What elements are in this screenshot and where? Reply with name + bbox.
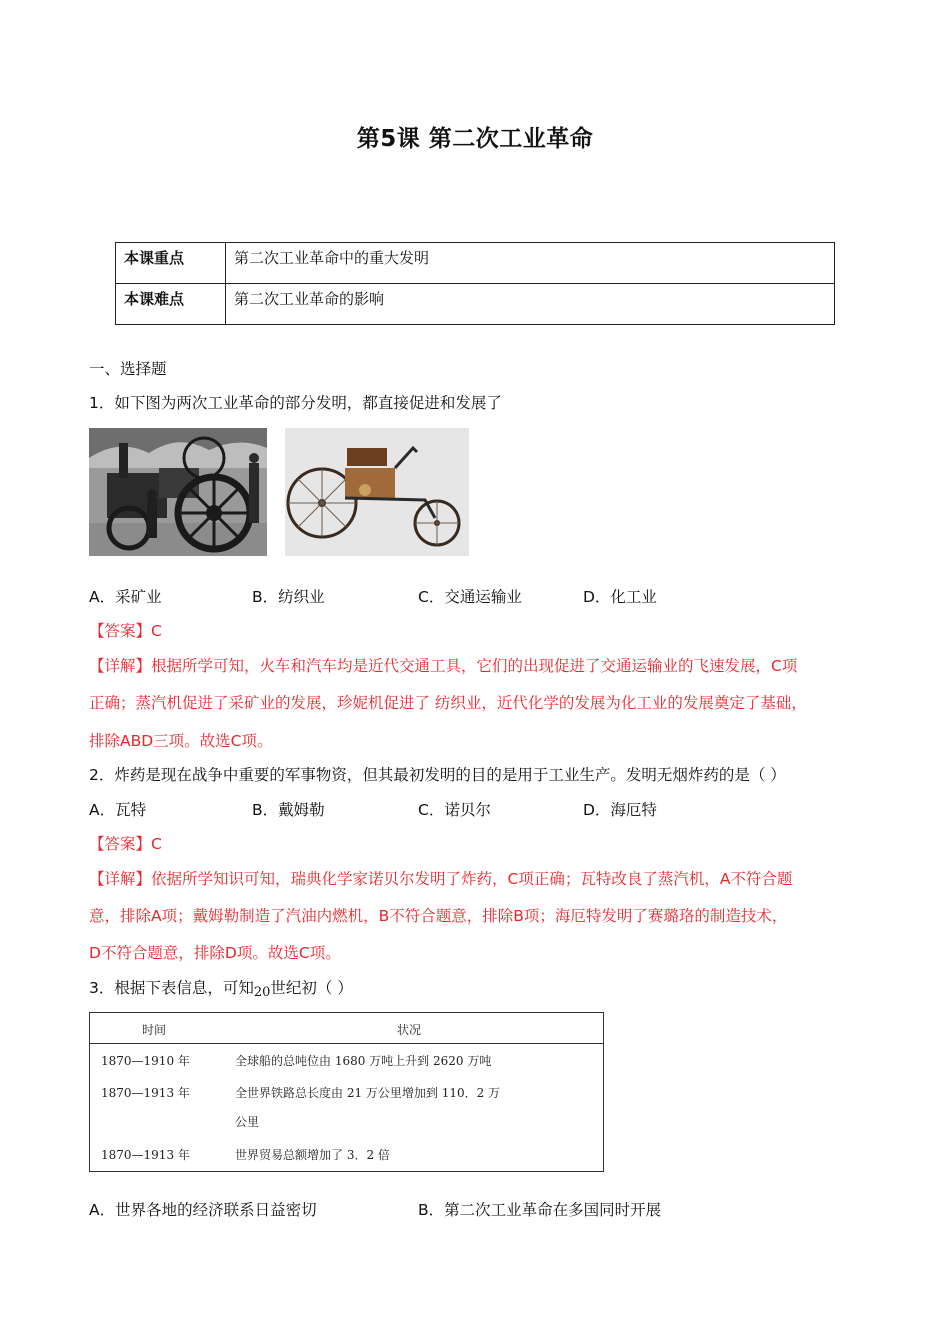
row-2-status-line-2: 公里 (235, 1115, 260, 1129)
q1-option-b: B．纺织业 (252, 588, 325, 606)
key-point-label: 本课重点 (116, 243, 226, 284)
q3-stem-number: 20 (253, 985, 271, 1000)
column-header-time: 时间 (142, 1023, 167, 1037)
trade-data-table (89, 1012, 604, 1172)
table-row (116, 284, 835, 325)
q1-option-a: A．采矿业 (89, 588, 162, 606)
q2-option-c: C．诺贝尔 (418, 801, 491, 819)
question-1-stem: 1．如下图为两次工业革命的部分发明，都直接促进和发展了 (89, 394, 502, 412)
q3-option-b: B．第二次工业革命在多国同时开展 (418, 1201, 662, 1219)
q2-detail-line-2: 意，排除A项；戴姆勒制造了汽油内燃机，B不符合题意，排除B项；海厄特发明了赛璐珞的制造技术， (89, 907, 788, 925)
q2-detail-line-1: 【详解】依据所学知识可知，瑞典化学家诺贝尔发明了炸药，C项正确；瓦特改良了蒸汽机，A不符合题 (89, 870, 793, 888)
q1-option-d: D．化工业 (583, 588, 657, 606)
row-3-status: 世界贸易总额增加了 3．2 倍 (235, 1148, 390, 1162)
row-2-status-line-1: 全世界铁路总长度由 21 万公里增加到 110．2 万 (235, 1086, 501, 1100)
q1-detail-line-1: 【详解】根据所学可知，火车和汽车均是近代交通工具，它们的出现促进了交通运输业的飞速发展，C项 (89, 657, 798, 675)
row-1-status: 全球船的总吨位由 1680 万吨上升到 2620 万吨 (235, 1054, 492, 1068)
q3-stem-post: 世纪初（ ） (270, 979, 353, 997)
q3-option-a: A．世界各地的经济联系日益密切 (89, 1201, 317, 1219)
steam-traction-engine-photo (89, 428, 267, 556)
benz-motorwagen-photo (285, 428, 469, 556)
q2-answer: 【答案】C (89, 835, 162, 853)
difficulty-value: 第二次工业革命的影响 (226, 284, 835, 325)
question-3-stem (89, 976, 353, 998)
q1-detail-line-2: 正确；蒸汽机促进了采矿业的发展，珍妮机促进了 纺织业，近代化学的发展为化工业的发展奠定了基础， (89, 694, 807, 712)
q1-answer: 【答案】C (89, 622, 162, 640)
table-row (116, 243, 835, 284)
q1-option-c: C．交通运输业 (418, 588, 522, 606)
q3-stem-pre: 3．根据下表信息，可知 (89, 979, 254, 997)
q1-detail-line-3: 排除ABD三项。故选C项。 (89, 732, 273, 750)
section-heading: 一、选择题 (89, 360, 167, 378)
q2-option-b: B．戴姆勒 (252, 801, 325, 819)
question-2-stem: 2．炸药是现在战争中重要的军事物资，但其最初发明的目的是用于工业生产。发明无烟炸药的是（ ） (89, 766, 786, 784)
difficulty-label: 本课难点 (116, 284, 226, 325)
table-header (90, 1013, 603, 1044)
q2-detail-line-3: D不符合题意，排除D项。故选C项。 (89, 944, 341, 962)
key-points-table (115, 242, 835, 325)
q2-option-a: A．瓦特 (89, 801, 147, 819)
page-title: 第5课 第二次工业革命 (356, 126, 594, 152)
row-2-time: 1870—1913 年 (101, 1086, 190, 1100)
column-header-status: 状况 (397, 1023, 422, 1037)
row-3-time: 1870—1913 年 (101, 1148, 190, 1162)
q2-option-d: D．海厄特 (583, 801, 657, 819)
key-point-value: 第二次工业革命中的重大发明 (226, 243, 835, 284)
row-1-time: 1870—1910 年 (101, 1054, 190, 1068)
